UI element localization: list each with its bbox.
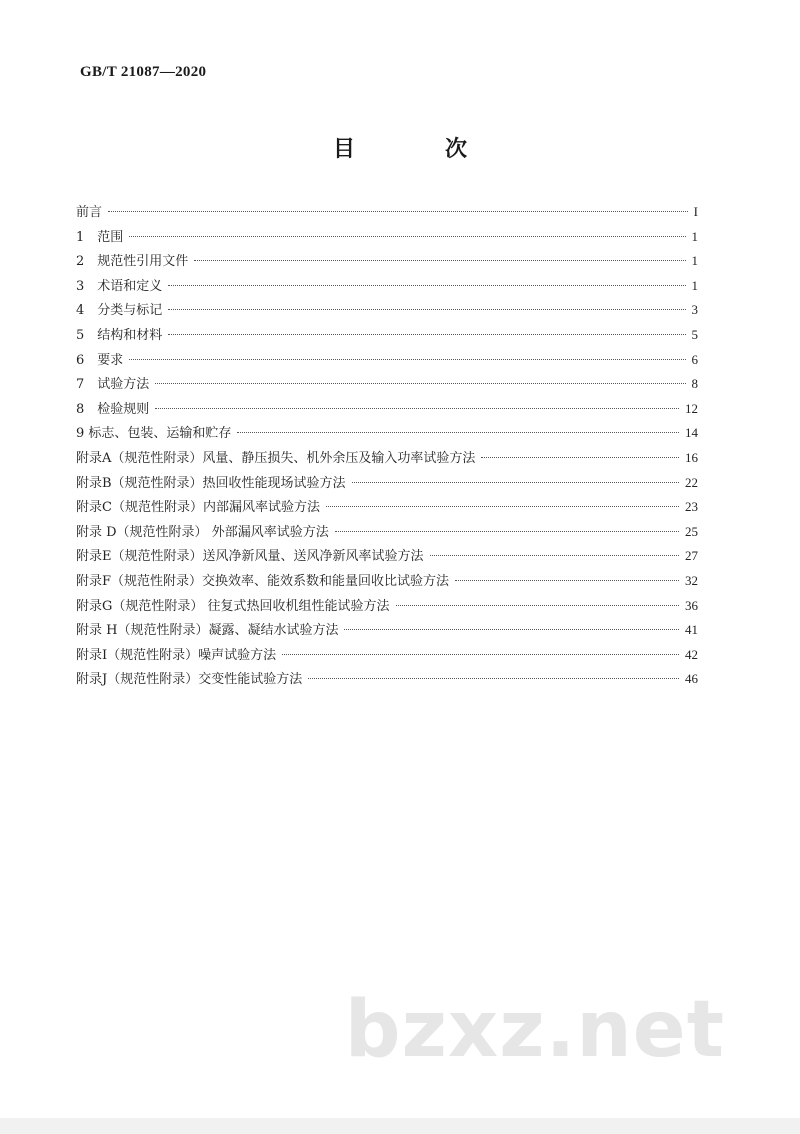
toc-entry-label: 附录G（规范性附录） 往复式热回收机组性能试验方法 [76,598,390,614]
toc-entry[interactable] [76,274,698,299]
toc-entry-page: 42 [685,646,698,662]
toc-leader-dots [335,531,679,532]
toc-entry-label: 8 检验规则 [76,401,150,417]
toc-entry-label: 前言 [76,205,103,220]
toc-entry[interactable] [76,618,698,643]
toc-entry-label: 附录C（规范性附录）内部漏风率试验方法 [76,500,320,516]
toc-entry-page: 25 [685,523,698,539]
toc-entry[interactable] [76,643,698,668]
toc-leader-dots [237,432,679,433]
toc-entry-label: 附录 D（规范性附录） 外部漏风率试验方法 [76,524,329,540]
standard-code: GB/T 21087—2020 [80,64,207,80]
toc-entry-page: 16 [685,449,698,465]
toc-entry-page: 23 [685,499,698,515]
toc-leader-dots [326,506,679,507]
toc-entry-label: 3 术语和定义 [76,278,163,294]
toc-entry[interactable] [76,569,698,594]
toc-entry-label: 附录I（规范性附录）噪声试验方法 [76,647,277,663]
toc-entry-page: 46 [685,671,698,687]
toc-leader-dots [129,359,685,360]
toc-leader-dots [282,654,679,655]
toc-leader-dots [168,309,685,310]
toc-entry[interactable] [76,397,698,422]
toc-entry-page: 1 [691,228,698,244]
toc-entry-page: 36 [685,597,698,613]
toc-leader-dots [155,408,679,409]
toc-entry[interactable] [76,225,698,250]
page-bottom-edge [0,1118,800,1134]
toc-leader-dots [352,482,679,483]
toc-leader-dots [455,580,679,581]
toc-entry-label: 附录B（规范性附录）热回收性能现场试验方法 [76,475,346,491]
toc-entry-page: 22 [685,474,698,490]
toc-entry[interactable] [76,249,698,274]
toc-entry[interactable] [76,298,698,323]
toc-entry-label: 2 规范性引用文件 [76,254,189,270]
toc-entry[interactable] [76,421,698,446]
toc-leader-dots [344,629,679,630]
toc-leader-dots [155,383,685,384]
toc-entry[interactable] [76,323,698,348]
toc-leader-dots [168,334,685,335]
toc-entry-page: 41 [685,622,698,638]
toc-entry-page: 32 [685,572,698,588]
toc-entry-page: 14 [685,425,698,441]
toc-entry[interactable] [76,544,698,569]
toc-entry-page: 5 [691,326,698,342]
toc-entry[interactable] [76,520,698,545]
page-title: 目 次 [332,137,501,162]
toc-entry-page: 8 [691,376,698,392]
toc-leader-dots [308,678,679,679]
toc-entry-label: 1 范围 [76,229,124,245]
toc-entry-label: 附录F（规范性附录）交换效率、能效系数和能量回收比试验方法 [76,573,450,589]
watermark: bzxz.net [344,985,725,1075]
toc-entry-page: 1 [691,253,698,269]
toc-entry-label: 7 试验方法 [76,377,150,393]
toc-entry[interactable] [76,471,698,496]
toc-entry-page: 12 [685,400,698,416]
toc-leader-dots [481,457,679,458]
toc-entry-label: 附录J（规范性附录）交变性能试验方法 [76,672,303,688]
toc-entry-label: 4 分类与标记 [76,303,163,319]
toc-entry[interactable] [76,495,698,520]
toc-entry-page: 27 [685,548,698,564]
toc-leader-dots [168,285,685,286]
toc-leader-dots [108,211,688,212]
toc-leader-dots [396,605,679,606]
toc-entry[interactable] [76,446,698,471]
toc-entry-label: 6 要求 [76,352,124,368]
toc-entry-label: 附录A（规范性附录）风量、静压损失、机外余压及输入功率试验方法 [76,450,476,466]
toc-entry[interactable] [76,348,698,373]
toc-entry-label: 附录E（规范性附录）送风净新风量、送风净新风率试验方法 [76,549,424,565]
toc-entry-label: 9 标志、包装、运输和贮存 [76,426,232,442]
toc-entry-label: 5 结构和材料 [76,327,163,343]
toc-entry[interactable] [76,594,698,619]
toc-leader-dots [129,236,685,237]
toc-entry-label: 附录 H（规范性附录）凝露、凝结水试验方法 [76,623,339,639]
toc-entry-page: I [693,204,698,219]
toc-entry-page: 3 [691,302,698,318]
toc-leader-dots [430,555,680,556]
toc-entry-page: 1 [691,277,698,293]
toc-leader-dots [194,260,685,261]
toc-list [76,200,698,692]
toc-entry[interactable] [76,372,698,397]
toc-entry-page: 6 [691,351,698,367]
toc-entry[interactable] [76,667,698,692]
toc-entry[interactable] [76,200,698,225]
